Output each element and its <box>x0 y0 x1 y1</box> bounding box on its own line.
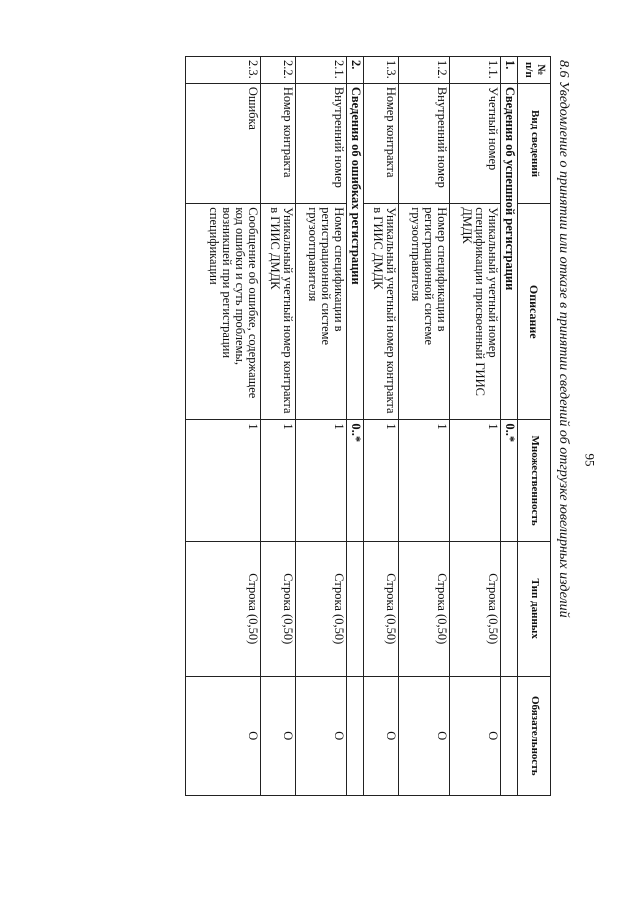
row-num: 1.2. <box>399 57 450 84</box>
table-row <box>261 57 296 796</box>
row-type: Строка (0,50) <box>261 541 296 676</box>
header-type: Тип данных <box>518 541 551 676</box>
row-name: Внутренний номер <box>399 83 450 203</box>
section-type <box>347 541 364 676</box>
row-name: Номер контракта <box>364 83 399 203</box>
row-num: 1.3. <box>364 57 399 84</box>
section-row <box>501 57 518 796</box>
row-num: 2.1. <box>296 57 347 84</box>
row-mult: 1 <box>186 420 261 542</box>
section-type <box>501 541 518 676</box>
table-row <box>186 57 261 796</box>
row-num: 2.2. <box>261 57 296 84</box>
table-row <box>296 57 347 796</box>
section-req <box>501 676 518 796</box>
row-req: О <box>261 676 296 796</box>
row-mult: 1 <box>261 420 296 542</box>
table-row <box>364 57 399 796</box>
row-req: О <box>186 676 261 796</box>
row-name: Номер контракта <box>261 83 296 203</box>
header-req: Обязательность <box>518 676 551 796</box>
row-name: Учетный номер <box>450 83 501 203</box>
row-mult: 1 <box>450 420 501 542</box>
row-type: Строка (0,50) <box>296 541 347 676</box>
row-req: О <box>450 676 501 796</box>
table-row <box>450 57 501 796</box>
row-type: Строка (0,50) <box>364 541 399 676</box>
section-row <box>347 57 364 796</box>
page-number: 95 <box>582 453 598 467</box>
row-desc: Уникальный учетный номер контракта в ГИИС ДМДК <box>261 204 296 420</box>
row-name: Ошибка <box>186 83 261 203</box>
data-table <box>185 56 551 796</box>
row-mult: 1 <box>296 420 347 542</box>
section-num: 2. <box>347 57 364 84</box>
section-heading: 8.6 Уведомление о принятии или отказе в принятии сведений об отгрузке ювелирных изделий <box>556 60 571 618</box>
row-mult: 1 <box>364 420 399 542</box>
header-name: Вид сведений <box>518 83 551 203</box>
row-num: 2.3. <box>186 57 261 84</box>
row-mult: 1 <box>399 420 450 542</box>
section-title: Сведения об ошибках регистрации <box>347 83 364 419</box>
row-req: О <box>399 676 450 796</box>
row-req: О <box>364 676 399 796</box>
header-desc: Описание <box>518 204 551 420</box>
row-desc: Номер спецификации в регистрационной системе грузоотправителя <box>399 204 450 420</box>
row-desc: Уникальный учетный номер спецификации присвоенный ГИИС ДМДК <box>450 204 501 420</box>
header-mult: Множественность <box>518 420 551 542</box>
header-num: № п/п <box>518 57 551 84</box>
row-req: О <box>296 676 347 796</box>
row-desc: Сообщение об ошибке, содержащее код ошибки и суть проблемы, возникшей при регистрации спецификации <box>186 204 261 420</box>
row-desc: Уникальный учетный номер контракта в ГИИС ДМДК <box>364 204 399 420</box>
row-desc: Номер спецификации в регистрационной системе грузоотправителя <box>296 204 347 420</box>
row-type: Строка (0,50) <box>399 541 450 676</box>
section-req <box>347 676 364 796</box>
section-title: Сведения об успешной регистрации <box>501 83 518 419</box>
rotated-page-content <box>13 56 573 856</box>
row-type: Строка (0,50) <box>186 541 261 676</box>
table-row <box>399 57 450 796</box>
row-num: 1.1. <box>450 57 501 84</box>
row-type: Строка (0,50) <box>450 541 501 676</box>
row-name: Внутренний номер <box>296 83 347 203</box>
table-header-row <box>518 57 551 796</box>
section-mult: 0..* <box>347 420 364 542</box>
section-num: 1. <box>501 57 518 84</box>
section-mult: 0..* <box>501 420 518 542</box>
